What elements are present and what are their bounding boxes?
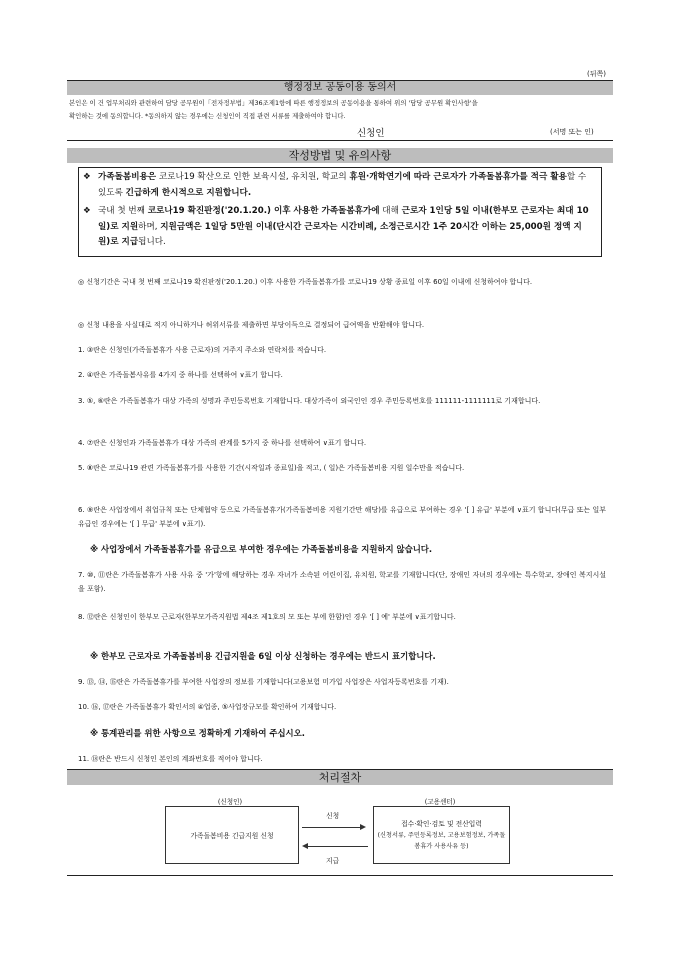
notice-2-part-5: 하며, (138, 221, 161, 232)
notice-2-part-7: 됩니다. (138, 237, 166, 247)
process-bottom-rule (67, 875, 613, 876)
notice-box (78, 167, 602, 257)
instruction-item: 9. ⑬, ⑭, ⑮란은 가족돌봄휴가를 부여한 사업장의 정보를 기재합니다(고용보험 미가입 사업장은 사업자등록번호를 기재). (78, 678, 449, 686)
notice-2-part-2: 코로나19 확진판정('20.1.20.) 이후 사용한 가족돌봄휴가에 (147, 206, 380, 216)
page-marker: (뒤쪽) (587, 70, 606, 78)
review-box-line-2: (신청서류, 주민등록정보, 고용보험정보, 가족돌봄휴가 사용사유 등) (377, 831, 506, 850)
instruction-item: 7. ⑩, ⑪란은 가족돌봄휴가 사용 사유 중 '가'항에 해당하는 경우 자녀가 소속된 어린이집, 유치원, 학교를 기재합니다(단, 장애인 자녀의 경우에는 특수학교, 장애인 복지시설을 포함). (78, 571, 606, 593)
consent-bottom-rule (67, 140, 613, 141)
notice-bullet-1 (83, 170, 593, 201)
notice-2-part-1: 국내 첫 번째 (98, 206, 148, 216)
warning-note: ※ 통계관리를 위한 사항으로 정확하게 기재하여 주십시오. (90, 728, 305, 738)
warning-note: ※ 사업장에서 가족돌봄휴가를 유급으로 부여한 경우에는 가족돌봄비용을 지원하지 않습니다. (90, 544, 433, 554)
notice-1-part-2: 코로나19 확산으로 인한 보육시설, 유치원, 학교의 (156, 172, 350, 182)
instruction-item: 5. ⑧란은 코로나19 관련 가족돌봄휴가를 사용한 기간(시작일과 종료일)을 적고, ( 일)은 가족돌봄비용 지원 일수만을 적습니다. (78, 464, 465, 472)
instruction-item: 11. ⑱란은 반드시 신청인 본인의 계좌번호를 적어야 합니다. (78, 755, 263, 763)
notice-bullet-2 (83, 204, 593, 251)
instruction-item: 8. ⑫란은 신청인이 한부모 근로자(한부모가족지원법 제4조 제1호의 모 또는 부에 한함)인 경우 '[ ] 예' 부분에 ∨표기합니다. (78, 613, 456, 621)
notice-1-part-5: 긴급하게 한시적으로 지원합니다. (125, 187, 252, 198)
diamond-icon: ❖ (83, 172, 91, 182)
apply-arrow (302, 827, 362, 828)
pay-arrow-label: 지급 (326, 857, 340, 865)
warning-note: ※ 한부모 근로자로 가족돌봄비용 긴급지원을 6일 이상 신청하는 경우에는 반드시 표기합니다. (90, 651, 436, 661)
signer-label: 신청인 (357, 128, 385, 139)
notice-2-part-4: 근로자 1인당 5일 이내(한부모 근로자는 최대 10일)로 지원 (98, 206, 589, 232)
instruction-item: ◎ 신청기간은 국내 첫 번째 코로나19 확진판정('20.1.20.) 이후 사용한 가족돌봄휴가를 코로나19 상황 종료일 이후 60일 이내에 신청하여야 합니다. (78, 278, 533, 286)
process-title: 처리절차 (67, 770, 613, 785)
signature-mark: (서명 또는 인) (550, 128, 594, 136)
instruction-item: ◎ 신청 내용을 사실대로 적지 아니하거나 허위서류를 제출하면 부당이득으로 결정되어 급여액을 반환해야 합니다. (78, 321, 425, 329)
instruction-item: 4. ⑦란은 신청인과 가족돌봄휴가 대상 가족의 관계를 5가지 중 하나를 선택하여 ∨표기 합니다. (78, 439, 367, 447)
notice-2-part-6: 지원금액은 1일당 5만원 이내(단시간 근로자는 시간비례, 소정근로시간 1주 20시간 이하는 25,000원 정액 지원)로 지급 (98, 221, 582, 247)
pay-arrow (308, 846, 368, 847)
consent-title: 행정정보 공동이용 동의서 (67, 81, 613, 95)
instruction-item: 2. ④란은 가족돌봄사유를 4가지 중 하나를 선택하여 ∨표기 합니다. (78, 371, 283, 379)
apply-arrow-label: 신청 (326, 812, 340, 820)
apply-box-text: 가족돌봄비용 긴급지원 신청 (190, 832, 274, 840)
notice-1-part-4: 할 수 있도록 (98, 172, 587, 198)
consent-line-1: 본인은 이 건 업무처리와 관련하여 담당 공무원이「전자정부법」제36조제1항에 따른 행정정보의 공동이용을 통하여 위의 '담당 공무원 확인사항'을 (69, 99, 478, 107)
instruction-item: 6. ⑨란은 사업장에서 취업규칙 또는 단체협약 등으로 가족돌봄휴가(가족돌봄비용 지원기간만 해당)를 유급으로 부여하는 경우 '[ ] 유급' 부분에 ∨표기 합니다(무급 또는 일부 유급인 경우에는 '[ ] 무급' 부분에 ∨표기). (78, 506, 606, 528)
notice-2-part-3: 대해 (379, 206, 402, 216)
arrow-right-icon (360, 824, 366, 830)
instruction-item: 10. ⑯, ⑰란은 가족돌봄휴가 확인서의 ④업종, ⑤사업장규모를 확인하여 기재합니다. (78, 703, 337, 711)
notice-1-part-1: 가족돌봄비용은 (98, 172, 157, 182)
diamond-icon: ❖ (83, 206, 91, 216)
notice-1-part-3: 휴원·개학연기에 따라 근로자가 가족돌봄휴가를 적극 활용 (349, 172, 567, 182)
review-box-line-1: 접수·확인·검토 및 전산입력 (401, 819, 482, 828)
consent-line-2: 확인하는 것에 동의합니다. *동의하지 않는 경우에는 신청인이 직접 관련 서류를 제출하여야 합니다. (69, 112, 346, 120)
instruction-item: 1. ③란은 신청인(가족돌봄휴가 사용 근로자)의 거주지 주소와 연락처를 적습니다. (78, 346, 327, 354)
review-box (373, 806, 510, 864)
guide-title: 작성방법 및 유의사항 (67, 148, 613, 163)
consent-text (67, 97, 613, 123)
apply-box (165, 806, 299, 864)
applicant-label: (신청인) (217, 798, 243, 806)
center-label: (고용센터) (424, 798, 456, 806)
arrow-left-icon (302, 843, 308, 849)
instruction-item: 3. ⑤, ⑥란은 가족돌봄휴가 대상 가족의 성명과 주민등록번호 기재합니다. 대상가족이 외국인인 경우 주민등록번호를 111111-1111111로 기재합니다. (78, 397, 541, 405)
